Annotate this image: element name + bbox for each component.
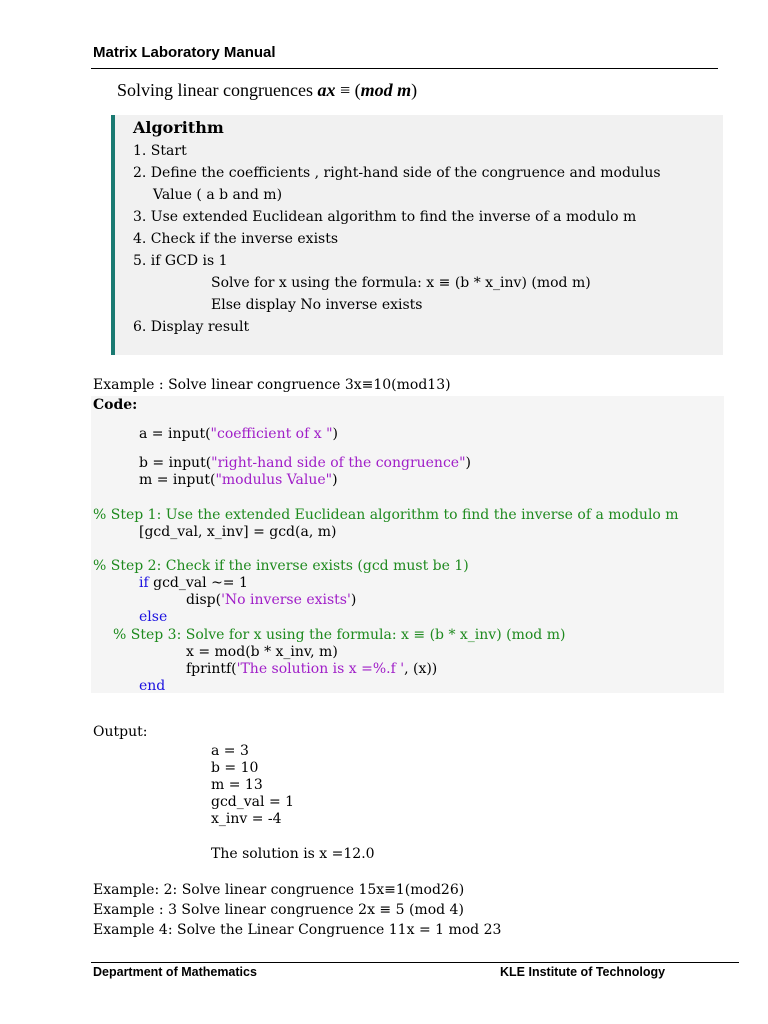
code-text: , (x)): [404, 661, 438, 677]
section-title: [117, 80, 417, 101]
output-line: m = 13: [211, 777, 263, 793]
code-line-if: [139, 574, 248, 592]
code-string: "right-hand side of the congruence": [211, 455, 466, 471]
document-header-title: Matrix Laboratory Manual: [93, 44, 276, 61]
code-string: 'No inverse exists': [221, 592, 351, 608]
code-line-fprintf: [186, 660, 437, 678]
code-text: m = input(: [139, 472, 216, 488]
algorithm-step: 2. Define the coefficients , right-hand side of the congruence and modulus: [133, 165, 661, 181]
code-string: "coefficient of x ": [210, 426, 333, 442]
code-string: "modulus Value": [215, 472, 333, 488]
example-1-label: Example : Solve linear congruence: [93, 377, 345, 393]
code-text: ): [332, 472, 338, 488]
algorithm-step: 6. Display result: [133, 319, 250, 335]
title-suffix: ): [411, 80, 418, 100]
algorithm-step: 4. Check if the inverse exists: [133, 231, 339, 247]
output-line: x_inv = -4: [211, 811, 282, 827]
output-line: b = 10: [211, 760, 259, 776]
footer-institute: KLE Institute of Technology: [500, 965, 666, 979]
header-divider: [91, 68, 718, 69]
code-text: b = input(: [139, 455, 212, 471]
code-keyword-end: end: [139, 678, 166, 694]
algorithm-step: 5. if GCD is 1: [133, 253, 228, 269]
algorithm-heading: Algorithm: [133, 118, 224, 137]
output-line: a = 3: [211, 743, 249, 759]
example-3: [93, 901, 464, 919]
algorithm-step: 3. Use extended Euclidean algorithm to find the inverse of a modulo m: [133, 209, 637, 225]
example-3-equation: 2x ≡ 5 (mod 4): [358, 902, 464, 918]
output-solution: The solution is x =12.0: [211, 846, 375, 862]
example-3-label: Example : 3 Solve linear congruence: [93, 902, 359, 918]
footer-divider: [91, 962, 739, 963]
example-2-equation: 15x≡1(mod26): [358, 882, 465, 898]
code-text: a = input(: [139, 426, 211, 442]
output-line: gcd_val = 1: [211, 794, 295, 810]
code-keyword: if: [139, 575, 149, 591]
code-text: disp(: [186, 592, 222, 608]
algorithm-step: Value ( a b and m): [153, 187, 283, 203]
example-4: Example 4: Solve the Linear Congruence 11x = 1 mod 23: [93, 922, 502, 938]
code-line-x: x = mod(b * x_inv, m): [186, 644, 338, 660]
example-2-label: Example: 2: Solve linear congruence: [93, 882, 359, 898]
code-line-m: [139, 471, 338, 489]
code-comment-step3: % Step 3: Solve for x using the formula: x ≡ (b * x_inv) (mod m): [113, 627, 566, 643]
title-modulus: mod m: [360, 80, 412, 100]
algorithm-step: 1. Start: [133, 143, 187, 159]
example-1-equation: 3x≡10(mod13): [344, 377, 451, 393]
output-label: Output:: [93, 724, 148, 740]
footer-department: Department of Mathematics: [93, 965, 257, 979]
title-expression: ax: [317, 80, 336, 100]
code-string: 'The solution is x =%.f ': [236, 661, 405, 677]
title-prefix: Solving linear congruences: [117, 80, 318, 100]
code-line-disp: [186, 591, 356, 609]
code-text: gcd_val ~= 1: [148, 575, 248, 591]
code-text: ): [332, 426, 338, 442]
code-heading: Code:: [93, 397, 138, 413]
code-line-a: [139, 425, 338, 443]
code-comment-step2: % Step 2: Check if the inverse exists (gcd must be 1): [93, 558, 469, 574]
code-text: ): [465, 455, 471, 471]
code-line-gcd: [gcd_val, x_inv] = gcd(a, m): [139, 524, 337, 540]
code-comment-step1: % Step 1: Use the extended Euclidean algorithm to find the inverse of a modulo m: [93, 507, 679, 523]
example-1: [93, 376, 451, 394]
code-text: fprintf(: [186, 661, 237, 677]
code-line-b: [139, 454, 471, 472]
algorithm-step: Else display No inverse exists: [211, 297, 423, 313]
algorithm-step: Solve for x using the formula: x ≡ (b * x_inv) (mod m): [211, 275, 591, 291]
title-congruence-sign: ≡ (: [335, 80, 361, 100]
example-2: [93, 881, 464, 899]
code-keyword-else: else: [139, 609, 168, 625]
code-text: ): [350, 592, 357, 608]
